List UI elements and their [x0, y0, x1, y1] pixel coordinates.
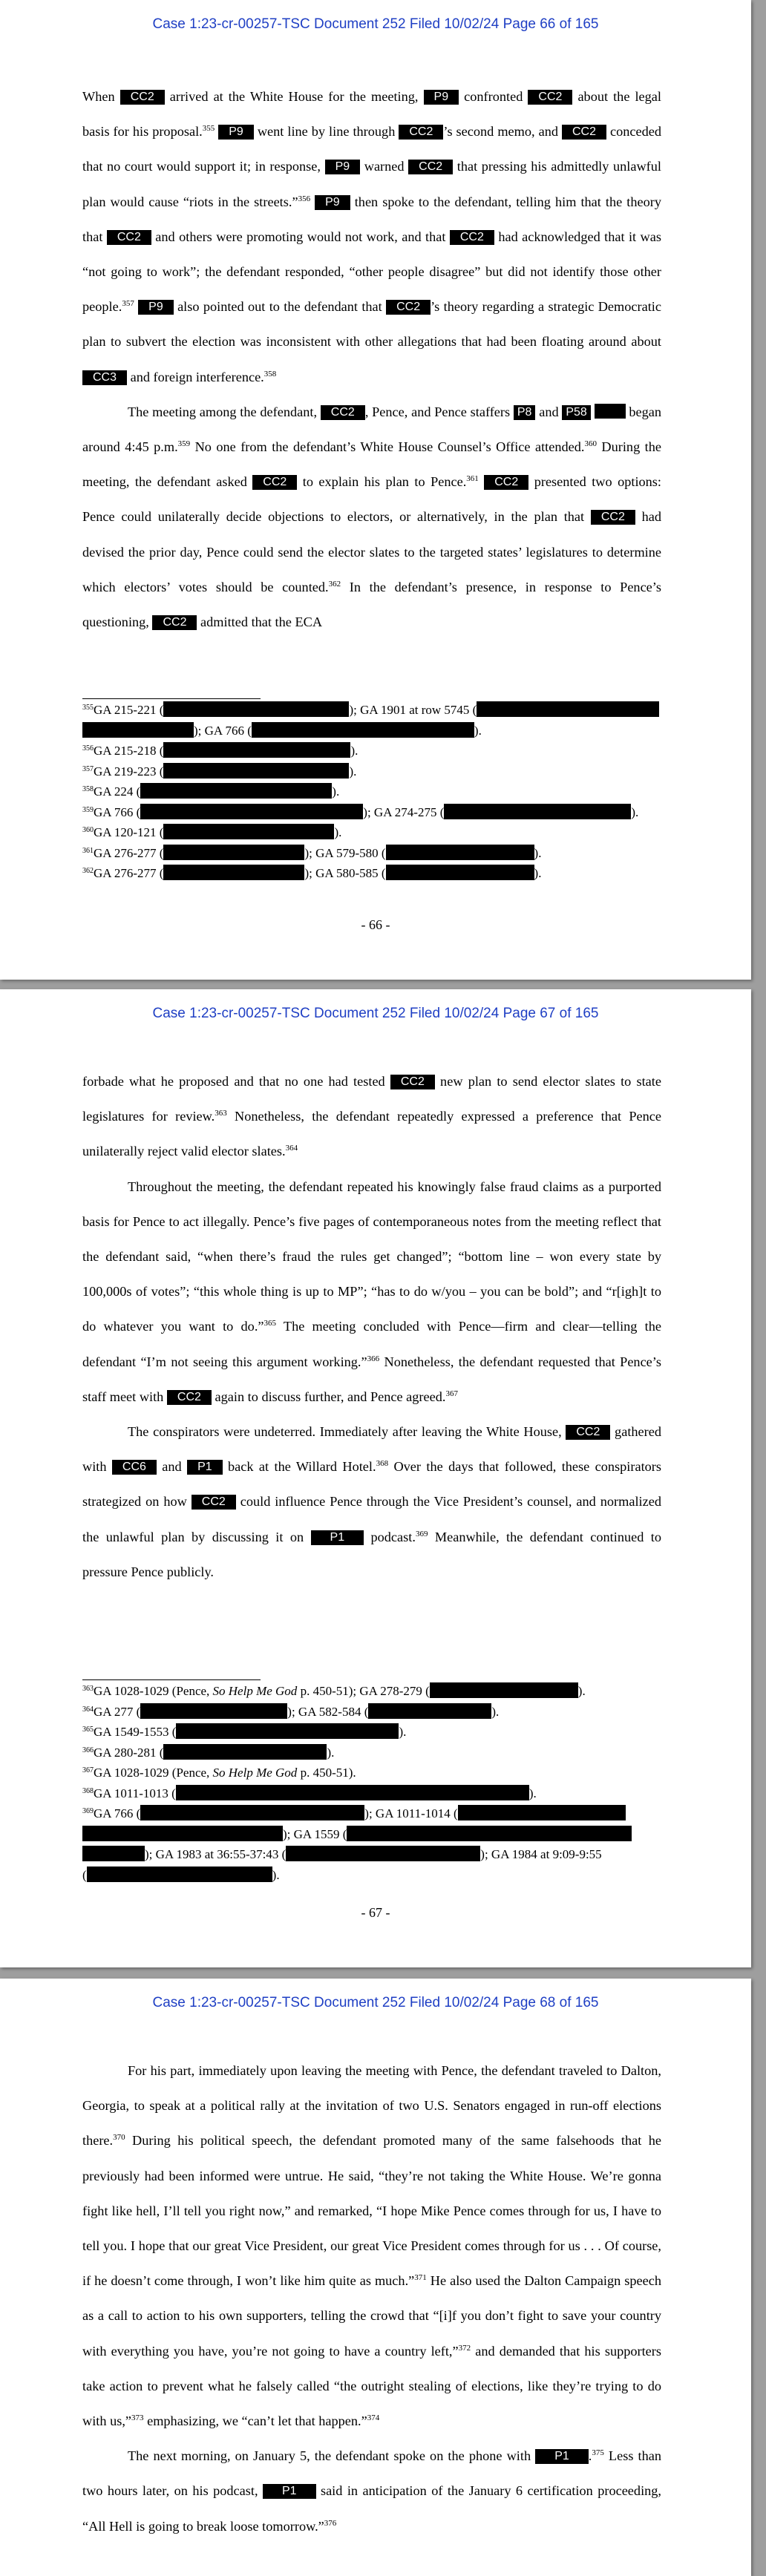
redaction-p9: P9 — [315, 195, 350, 210]
footnote-ref: 361 — [466, 474, 479, 484]
footnote: $^{369}$GA 766 ( ); GA 1011-1014 ( — [82, 1803, 661, 1824]
redaction-p8: P8 — [514, 405, 536, 420]
footnote: $^{368}$GA 1011-1013 ( ). — [82, 1786, 537, 1800]
paragraph: Throughout the meeting, the defendant repeated his knowingly false fraud claims as a purported basis for Pence to act illegally. Pence’s five pages of contemporaneous notes from the meeting reflect that the defendant said, “when there’s fraud the rules get changed”; “bottom line – won every state by 100,000s of votes”; “this whole thing is up to MP”; “has to do w/you – you can be bold”; and “r[igh]t to do whatever you want to do.”$^{365}$ The meeting concluded with Pence—firm and clear—telling the defendant “I’m not seeing this argument working.”$^{366}$ Nonetheless, the defendant requested that Pence’s staff meet with CC2 again to discuss further, and Pence agreed.$^{367}$ — [82, 1179, 661, 1404]
redaction-box — [87, 1867, 272, 1882]
footnote-ref: 369 — [415, 1529, 428, 1538]
redaction-box — [163, 763, 349, 779]
footnote: $^{358}$GA 224 ( ). — [82, 784, 340, 799]
footnote-ref: 374 — [367, 2413, 380, 2423]
redaction-p9: P9 — [218, 125, 254, 140]
footnote-ref: 360 — [584, 439, 597, 449]
redaction-p1: P1 — [535, 2449, 589, 2464]
redaction-box — [163, 845, 304, 860]
paragraph: When CC2 arrived at the White House for the meeting, P9 confronted CC2 about the legal basis for his proposal.$^{355}$ P9 went line by line through CC2 ’s second memo, and CC2 conceded that no court would support it; in response, P9 warned CC2 that pressing his admittedly unlawful plan would cause “riots in the streets.”$^{356}$ P9 then spoke to the defendant, telling him that the theory that CC2 and others were promoting would not work, and that CC2 had acknowledged that it was “not going to work”; the defendant responded, “other people disagree” but did not identify those other people.$^{357}$ P9 also pointed out to the defendant that CC2 ’s theory regarding a strategic Democratic plan to subvert the election was inconsistent with other allegations that had been floating around about CC3 and foreign interference.$^{358}$ — [82, 89, 662, 384]
redaction-p9: P9 — [138, 300, 174, 315]
page-68 — [0, 1979, 751, 2576]
footnote-ref: 372 — [458, 2343, 471, 2353]
redaction-p9: P9 — [424, 90, 459, 105]
redaction-cc2: CC2 — [591, 510, 635, 525]
redaction-cc2: CC2 — [252, 475, 297, 490]
redaction-box — [163, 1744, 327, 1760]
redaction-cc2: CC2 — [386, 300, 431, 315]
footnotes — [82, 1681, 661, 1885]
redaction-box — [368, 1703, 491, 1719]
redaction-p9: P9 — [325, 160, 361, 174]
redaction-box — [140, 783, 332, 799]
page-66 — [0, 0, 751, 980]
redaction-cc2: CC2 — [450, 230, 494, 245]
redaction-box — [163, 824, 334, 839]
redaction-cc2: CC2 — [152, 615, 197, 630]
redaction-cc2: CC2 — [528, 90, 572, 105]
redaction-box — [444, 804, 631, 819]
footnote: $^{363}$GA 1028-1029 (Pence, So Help Me God p. 450-51); GA 278-279 ( ). — [82, 1684, 586, 1698]
redaction-p58: P58 — [562, 405, 590, 420]
footnote-ref: 358 — [263, 369, 277, 378]
body-text — [82, 2054, 661, 2544]
redaction-cc2: CC2 — [120, 90, 165, 105]
redaction-box — [477, 701, 659, 717]
redaction-cc2: CC2 — [192, 1495, 236, 1510]
redaction-cc2: CC2 — [562, 125, 606, 140]
footnote: $^{357}$GA 219-223 ( ). — [82, 764, 357, 779]
footnote: $^{356}$GA 215-218 ( ). — [82, 744, 359, 758]
redaction-cc2: CC2 — [484, 475, 528, 490]
redaction-box — [176, 1785, 529, 1800]
footnote: ); GA 1983 at 36:55-37:43 ( ); GA 1984 at 9:09-9:55 — [82, 1844, 661, 1865]
footnote: ); GA 1559 ( — [82, 1824, 661, 1845]
body-text — [82, 1064, 661, 1590]
footnote-ref: 359 — [177, 439, 191, 449]
footnote-ref: 366 — [367, 1354, 380, 1363]
page-67 — [0, 989, 751, 1967]
redaction-box — [386, 865, 534, 880]
paragraph: For his part, immediately upon leaving the meeting with Pence, the defendant traveled to Dalton, Georgia, to speak at a political rally at the invitation of two U.S. Senators engaged in run-off elections there.$^{370}$ During his political speech, the defendant promoted many of the same falsehoods that he previously had been informed were untrue. He said, “they’re not taking the White House. We’re gonna fight like hell, I’ll tell you right now,” and remarked, “I hope Mike Pence comes through for us, I have to tell you. I hope that our great Vice President, our great Vice President comes through for us . . . Of course, if he doesn’t come through, I won’t like him quite as much.”$^{371}$ He also used the Dalton Campaign speech as a call to action to his own supporters, telling the crowd that “[i]f you don’t fight to save your country with everything you have, you’re not going to have a country left,”$^{372}$ and demanded that his supporters take action to prevent what he falsely called “the outright stealing of elections, like they’re trying to do with us,”$^{373}$ emphasizing, we “can’t let that happen.”$^{374}$ — [82, 2063, 662, 2429]
redaction-box — [163, 865, 304, 880]
footnote-ref: 371 — [414, 2273, 427, 2283]
redaction-box — [163, 742, 350, 758]
redaction-p1: P1 — [187, 1460, 223, 1475]
redaction-box — [140, 1703, 287, 1719]
footnote: $^{359}$GA 766 ( ); GA 274-275 ( ). — [82, 804, 639, 819]
page-number: - 67 - — [361, 1905, 390, 1920]
footnote-separator — [82, 698, 261, 699]
page-header: Case 1:23-cr-00257-TSC Document 252 Filed 10/02/24 Page 67 of 165 — [152, 1006, 599, 1021]
footnote-ref: 355 — [202, 124, 215, 134]
redaction-cc2: CC2 — [566, 1425, 610, 1440]
redaction-box — [386, 845, 534, 860]
redaction-box — [140, 804, 363, 819]
redaction-cc6: CC6 — [112, 1460, 157, 1475]
redaction-box — [176, 1723, 399, 1739]
redaction-cc2: CC2 — [321, 405, 365, 420]
redaction-cc2: CC2 — [390, 1075, 435, 1089]
redaction-box — [430, 1682, 578, 1698]
redaction-cc2: CC2 — [408, 160, 453, 174]
redaction-box — [458, 1805, 626, 1820]
footnote: $^{360}$GA 120-121 ( ). — [82, 825, 342, 839]
redaction-cc2: CC2 — [107, 230, 151, 245]
redaction-box — [140, 1805, 364, 1820]
redaction-box — [82, 1846, 145, 1861]
redaction-cc2: CC2 — [399, 125, 443, 140]
body-text — [82, 79, 661, 640]
redaction-p1: P1 — [263, 2484, 316, 2499]
redaction-box — [252, 722, 474, 738]
redaction-box — [82, 722, 194, 738]
footnote: $^{364}$GA 277 ( ); GA 582-584 ( ). — [82, 1704, 500, 1719]
footnote-ref: 356 — [298, 194, 311, 203]
page-header: Case 1:23-cr-00257-TSC Document 252 Filed 10/02/24 Page 68 of 165 — [152, 1995, 599, 2010]
redaction-box — [82, 1826, 283, 1841]
footnotes — [82, 700, 661, 884]
redaction-cc3: CC3 — [82, 370, 127, 385]
redaction-box — [347, 1826, 632, 1841]
footnote: ); GA 766 ( ). — [82, 721, 661, 741]
footnote-ref: 364 — [285, 1144, 298, 1153]
footnote-ref: 367 — [445, 1389, 458, 1398]
footnote: $^{355}$GA 215-221 ( ); GA 1901 at row 5745 ( — [82, 700, 661, 721]
paragraph: forbade what he proposed and that no one had tested CC2 new plan to send elector slates to state legislatures for review.$^{363}$ Nonetheless, the defendant repeatedly expressed a preference that Pence unilaterally reject valid elector slates.$^{364}$ — [82, 1074, 661, 1159]
redaction-box — [163, 701, 349, 717]
paragraph: The meeting among the defendant, CC2 , Pence, and Pence staffers P8 and P58 began around 4:45 p.m.$^{359}$ No one from the defendant’s White House Counsel’s Office attended.$^{360}$ During the meeting, the defendant asked CC2 to explain his plan to Pence.$^{361}$ CC2 presented two options: Pence could unilaterally decide objections to electors, or alternatively, in the plan that CC2 had devised the prior day, Pence could send the elector slates to the targeted states’ legislatures to determine which electors’ votes should be counted.$^{362}$ In the defendant’s presence, in response to Pence’s questioning, CC2 admitted that the ECA — [82, 404, 661, 630]
footnote-separator — [82, 1679, 261, 1680]
footnote: $^{361}$GA 276-277 ( ); GA 579-580 ( ). — [82, 845, 542, 860]
footnote: ( ). — [82, 1867, 280, 1882]
redaction-box — [286, 1846, 480, 1861]
footnote-ref: 375 — [592, 2448, 604, 2458]
paragraph: The conspirators were undeterred. Immediately after leaving the White House, CC2 gathered with CC6 and P1 back at the Willard Hotel.$^{368}$ Over the days that followed, these conspirators strategized on how CC2 could influence Pence through the Vice President’s counsel, and normalized the unlawful plan by discussing it on P1 podcast.$^{369}$ Meanwhile, the defendant continued to pressure Pence publicly. — [82, 1424, 661, 1579]
footnote: $^{365}$GA 1549-1553 ( ). — [82, 1725, 407, 1739]
page-number: - 66 - — [361, 917, 390, 932]
footnote-ref: 365 — [263, 1319, 277, 1328]
footnote-ref: 363 — [215, 1109, 227, 1118]
redaction-cc2: CC2 — [167, 1390, 212, 1405]
footnote-ref: 376 — [324, 2518, 337, 2528]
footnote-ref: 368 — [376, 1459, 389, 1469]
redaction-p1: P1 — [311, 1530, 364, 1545]
footnote-ref: 373 — [131, 2413, 144, 2423]
footnote: $^{362}$GA 276-277 ( ); GA 580-585 ( ). — [82, 866, 542, 880]
footnote-ref: 357 — [122, 299, 134, 309]
footnote: $^{366}$GA 280-281 ( ). — [82, 1745, 335, 1760]
footnote-ref: 362 — [328, 579, 341, 589]
footnote-ref: 370 — [113, 2133, 125, 2143]
redaction-box — [595, 404, 626, 419]
page-header: Case 1:23-cr-00257-TSC Document 252 Filed 10/02/24 Page 66 of 165 — [152, 16, 599, 32]
paragraph: The next morning, on January 5, the defendant spoke on the phone with P1 .$^{375}$ Less than two hours later, on his podcast, P1 said in anticipation of the January 6 certification proceeding, “All Hell is going to break loose tomorrow.”$^{376}$ — [82, 2448, 661, 2534]
footnote: $^{367}$GA 1028-1029 (Pence, So Help Me God p. 450-51). — [82, 1766, 356, 1780]
